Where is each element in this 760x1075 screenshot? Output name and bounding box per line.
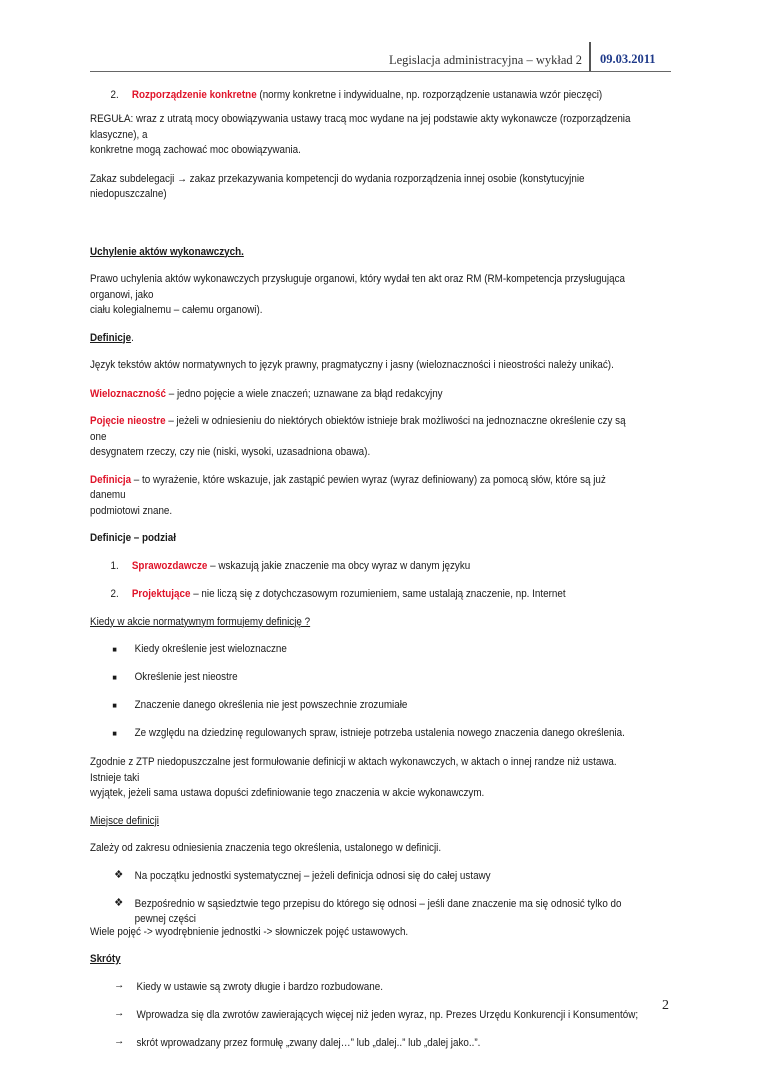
numbered-item: 2. Rozporządzenie konkretne (normy konkretne i indywidualne, np. rozporządzenie ustanawia wzór pieczęci) <box>110 89 603 101</box>
diamond-bullet-icon: ❖ <box>114 896 124 909</box>
square-bullet-icon: ■ <box>112 673 117 682</box>
paragraph: REGUŁA: wraz z utratą mocy obowiązywania ustawy tracą moc wydane na jej podstawie akty wykonawcze (rozporządzenia klasyczne), a konkretne mogą zachować moc obowiązywania. <box>90 113 631 156</box>
paragraph: Prawo uchylenia aktów wykonawczych przysługuje organowi, który wydał ten akt oraz RM (RM-kompetencja przysługująca organowi, jako ciału kolegialnemu – całemu organowi). <box>90 273 625 316</box>
list-item: ■ Określenie jest nieostre <box>90 670 639 686</box>
term: Wieloznaczność <box>90 387 167 400</box>
list-item: ■ Znaczenie danego określenia nie jest powszechnie zrozumiałe <box>90 698 639 714</box>
arrow-bullet-icon: → <box>114 1006 125 1019</box>
paragraph: Zakaz subdelegacji → zakaz przekazywania kompetencji do wydania rozporządzenia innej osobie (konstytucyjnie niedopuszczalne) <box>90 172 585 200</box>
page-number: 2 <box>662 998 669 1013</box>
section-heading: Kiedy w akcie normatywnym formujemy definicję ? <box>90 615 311 628</box>
term: Pojęcie nieostre <box>90 415 166 427</box>
document-body <box>90 88 639 1052</box>
term: Projektujące <box>131 587 191 600</box>
header-rule <box>90 71 671 72</box>
arrow-bullet-icon: → <box>114 1034 125 1047</box>
arrow-bullet-icon: → <box>114 978 125 991</box>
section-heading: Definicje – podział <box>90 532 176 544</box>
numbered-item: 2. Projektujące – nie liczą się z dotychczasowym rozumieniem, same ustalają znaczenie, np. Internet <box>110 587 566 600</box>
paragraph: Język tekstów aktów normatywnych to język prawny, pragmatyczny i jasny (wieloznaczności i nieostrości należy unikać). <box>90 359 614 371</box>
term: Rozporządzenie konkretne <box>131 89 257 101</box>
diamond-bullet-icon: ❖ <box>114 868 124 881</box>
term: Sprawozdawcze <box>131 559 208 572</box>
paragraph: Wiele pojęć -> wyodrębnienie jednostki -> słowniczek pojęć ustawowych. <box>90 925 409 938</box>
list-item: ❖ Bezpośrednio w sąsiedztwie tego przepisu do którego się odnosi – jeśli dane znaczenie ma się odnosić tylko do pewnej części <box>114 896 622 925</box>
term: Definicja <box>90 473 132 486</box>
section-heading: Miejsce definicji <box>90 814 159 827</box>
square-bullet-icon: ■ <box>112 701 117 710</box>
paragraph: Wieloznaczność – jedno pojęcie a wiele znaczeń; uznawane za błąd redakcyjny <box>90 387 443 400</box>
section-heading: Skróty <box>90 953 121 965</box>
page-header <box>0 42 760 72</box>
header-divider <box>589 42 591 72</box>
square-bullet-icon: ■ <box>112 729 117 738</box>
square-bullet-icon: ■ <box>112 645 117 654</box>
header-title: Legislacja administracyjna – wykład 2 <box>389 53 582 67</box>
section-heading: Uchylenie aktów wykonawczych. <box>90 245 244 258</box>
paragraph: Pojęcie nieostre – jeżeli w odniesieniu do niektórych obiektów istnieje brak możliwości na jednoznaczne określenie czy są one desygnatem rzeczy, czy nie (niski, wysoki, uzasadniona obawa). <box>90 415 626 458</box>
header-date: 09.03.2011 <box>600 52 656 66</box>
paragraph: Zgodnie z ZTP niedopuszczalne jest formułowanie definicji w aktach wykonawczych, w aktach o innej randze niż ustawa. Istnieje taki wyjątek, jeżeli sama ustawa dopuści zdefiniowanie tego znaczenia w akcie wykonawczym. <box>90 756 617 799</box>
paragraph: Zależy od zakresu odniesienia znaczenia tego określenia, ustalonego w definicji. <box>90 842 442 854</box>
list-item: → Wprowadza się dla zwrotów zawierających więcej niż jeden wyraz, np. Prezes Urzędu Konkurencji i Konsumentów; <box>114 1006 639 1021</box>
list-item: ■ Kiedy określenie jest wieloznaczne <box>90 642 639 658</box>
numbered-item: 1. Sprawozdawcze – wskazują jakie znaczenie ma obcy wyraz w danym języku <box>110 559 471 572</box>
list-item: ■ Ze względu na dziedzinę regulowanych spraw, istnieje potrzeba ustalenia nowego znaczenia danego określenia. <box>90 726 639 742</box>
section-heading: Definicje. <box>90 331 134 344</box>
list-item: ❖ Na początku jednostki systematycznej – jeżeli definicja odnosi się do całej ustawy <box>114 868 491 882</box>
paragraph: Definicja – to wyrażenie, które wskazuje, jak zastąpić pewien wyraz (wyraz definiowany) za pomocą słów, które są już danemu podmiotowi znane. <box>90 473 606 517</box>
list-item: → skrót wprowadzany przez formułę „zwany dalej…” lub „dalej..” lub „dalej jako..”. <box>114 1034 481 1049</box>
list-item: → Kiedy w ustawie są zwroty długie i bardzo rozbudowane. <box>114 978 383 993</box>
